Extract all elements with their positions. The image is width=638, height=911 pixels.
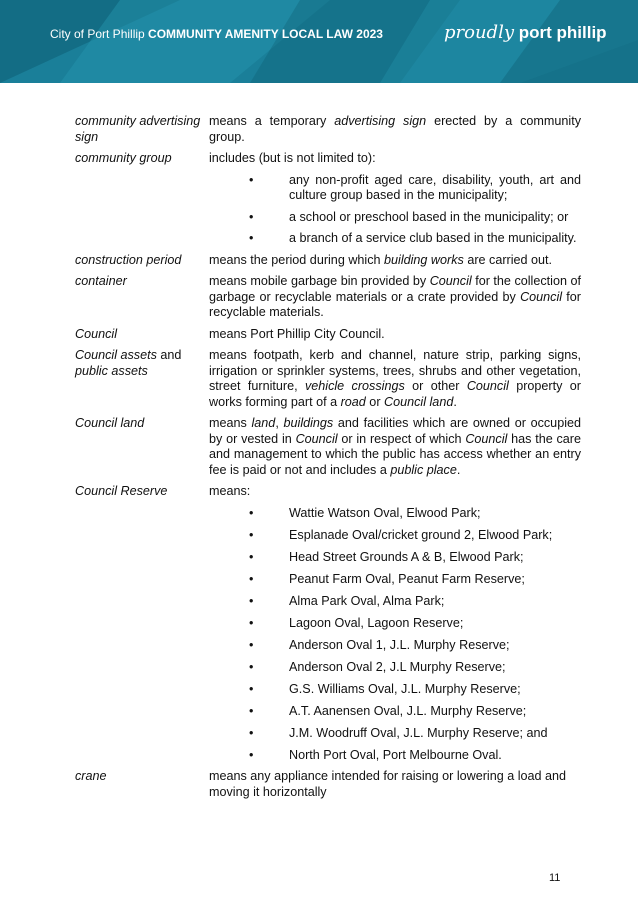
definitions-list <box>75 114 581 806</box>
list-item: • any non-profit aged care, disability, youth, art and culture group based in the municipality; <box>209 173 581 204</box>
list-item: • Esplanade Oval/cricket ground 2, Elwood Park; <box>209 528 581 544</box>
document-title: City of Port Phillip COMMUNITY AMENITY LOCAL LAW 2023 <box>50 27 383 41</box>
page-number: 11 <box>549 872 561 884</box>
definition-council-land <box>75 416 581 478</box>
definition-community-group <box>75 151 581 247</box>
definition-crane <box>75 769 581 800</box>
definition-term: construction period <box>75 252 182 267</box>
list-item: • Anderson Oval 2, J.L Murphy Reserve; <box>209 660 581 676</box>
definition-council <box>75 327 581 343</box>
definition-term: container <box>75 274 127 288</box>
list-item: • G.S. Williams Oval, J.L. Murphy Reserve; <box>209 682 581 698</box>
list-item: • Alma Park Oval, Alma Park; <box>209 594 581 610</box>
list-item: • a school or preschool based in the municipality; or <box>209 210 581 226</box>
definition-text: means mobile garbage bin provided by Council for the collection of garbage or recyclable materials or a crate provided by Council for recyclable materials. <box>209 274 581 319</box>
definition-council-assets <box>75 348 581 410</box>
definition-term: community advertising sign <box>75 114 201 144</box>
definition-term: Council Reserve <box>75 484 168 498</box>
definition-text: includes (but is not limited to): • any non-profit aged care, disability, youth, art and culture group based in the municipality; • a school or preschool based in the municipality; or • a branch of a service club based in the municipality. <box>209 151 581 247</box>
list-item: • Lagoon Oval, Lagoon Reserve; <box>209 616 581 632</box>
definition-text: means footpath, kerb and channel, nature strip, parking signs, irrigation or sprinkler systems, trees, shrubs and other vegetation, street furniture, vehicle crossings or other Council property or works forming part of a road or Council land. <box>209 348 581 409</box>
definition-text: means Port Phillip City Council. <box>209 326 385 341</box>
list-item: • North Port Oval, Port Melbourne Oval. <box>209 748 581 764</box>
bullet-list <box>209 506 581 764</box>
list-item: • Head Street Grounds A & B, Elwood Park; <box>209 550 581 566</box>
definition-text: means any appliance intended for raising or lowering a load and moving it horizontally <box>209 769 567 799</box>
definition-text: means the period during which building works are carried out. <box>209 252 553 267</box>
list-item: • Anderson Oval 1, J.L. Murphy Reserve; <box>209 638 581 654</box>
definition-term: Council <box>75 326 117 341</box>
list-item: • Wattie Watson Oval, Elwood Park; <box>209 506 581 522</box>
definition-container <box>75 274 581 321</box>
definition-term: Council land <box>75 416 145 430</box>
bullet-list <box>209 173 581 247</box>
definition-text: means land, buildings and facilities which are owned or occupied by or vested in Council or in respect of which Council has the care and management to which the public has access whether an entry fee is paid or not and includes a public place. <box>209 416 582 477</box>
header-banner <box>0 0 638 83</box>
definition-text: means a temporary advertising sign erected by a community group. <box>209 114 581 144</box>
list-item: • a branch of a service club based in the municipality. <box>209 231 581 247</box>
definition-term: Council assets and public assets <box>75 348 182 378</box>
port-phillip-logo: proudly port phillip <box>444 22 607 43</box>
definition-community-advertising-sign <box>75 114 581 145</box>
list-item: • A.T. Aanensen Oval, J.L. Murphy Reserve; <box>209 704 581 720</box>
list-item: • J.M. Woodruff Oval, J.L. Murphy Reserve; and <box>209 726 581 742</box>
list-item: • Peanut Farm Oval, Peanut Farm Reserve; <box>209 572 581 588</box>
definition-term: community group <box>75 151 172 165</box>
definition-term: crane <box>75 769 107 783</box>
definition-text: means: • Wattie Watson Oval, Elwood Park; • Esplanade Oval/cricket ground 2, Elwood Park; • Head Street Grounds A & B, Elwood Park; • Peanut Farm Oval, Peanut Farm Reserve; • Alma Park Oval, Alma Park; • Lagoon Oval, Lagoon Reserve; • Anderson Oval 1, J.L. Murphy Reserve; • Anderson Oval 2, J.L Murphy Reserve; • G.S. Williams Oval, J.L. Murphy Reserve; • A.T. Aanensen Oval, J.L. Murphy Reserve; • J.M. Woodruff Oval, J.L. Murphy Reserve; and • North Port Oval, Port Melbourne Oval. <box>209 484 581 763</box>
definition-construction-period <box>75 253 581 269</box>
definition-council-reserve <box>75 484 581 763</box>
